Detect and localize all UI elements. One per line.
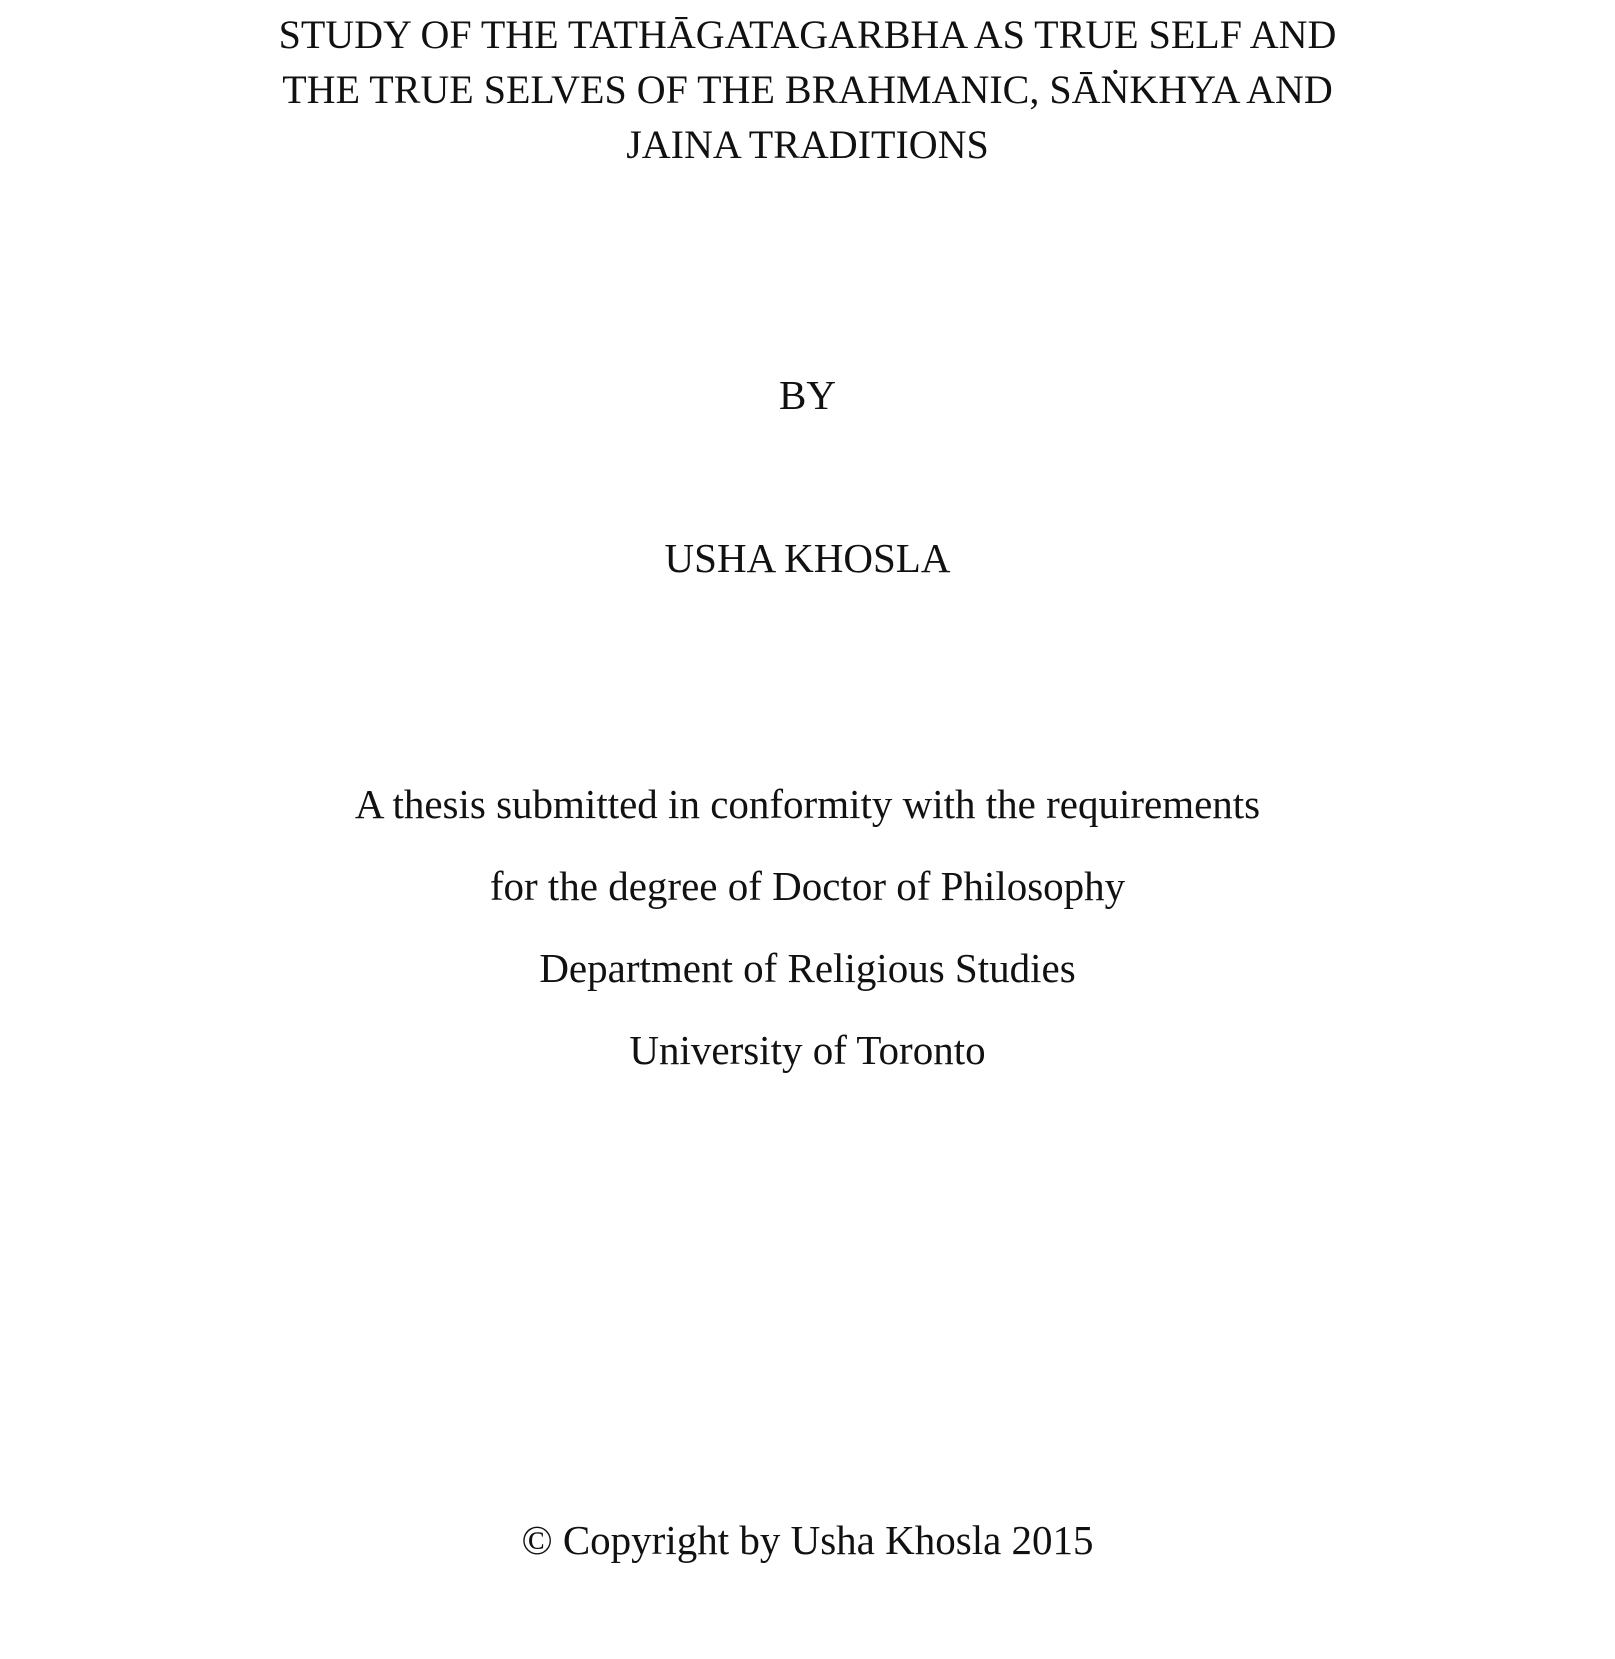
thesis-title-line-3: JAINA TRADITIONS [626, 122, 989, 167]
submission-statement-line-1: A thesis submitted in conformity with the requirements [354, 781, 1261, 827]
byline: BY [779, 372, 836, 418]
submission-statement-line-2: for the degree of Doctor of Philosophy [489, 863, 1126, 909]
university-name: University of Toronto [629, 1027, 986, 1073]
thesis-title-line-2: THE TRUE SELVES OF THE BRAHMANIC, SĀṄKHYA AND [282, 67, 1333, 112]
department-name: Department of Religious Studies [539, 945, 1076, 991]
author-name: USHA KHOSLA [664, 535, 951, 581]
thesis-title-line-1: STUDY OF THE TATHĀGATAGARBHA AS TRUE SELF AND [278, 12, 1337, 57]
copyright-notice: © Copyright by Usha Khosla 2015 [521, 1517, 1094, 1563]
